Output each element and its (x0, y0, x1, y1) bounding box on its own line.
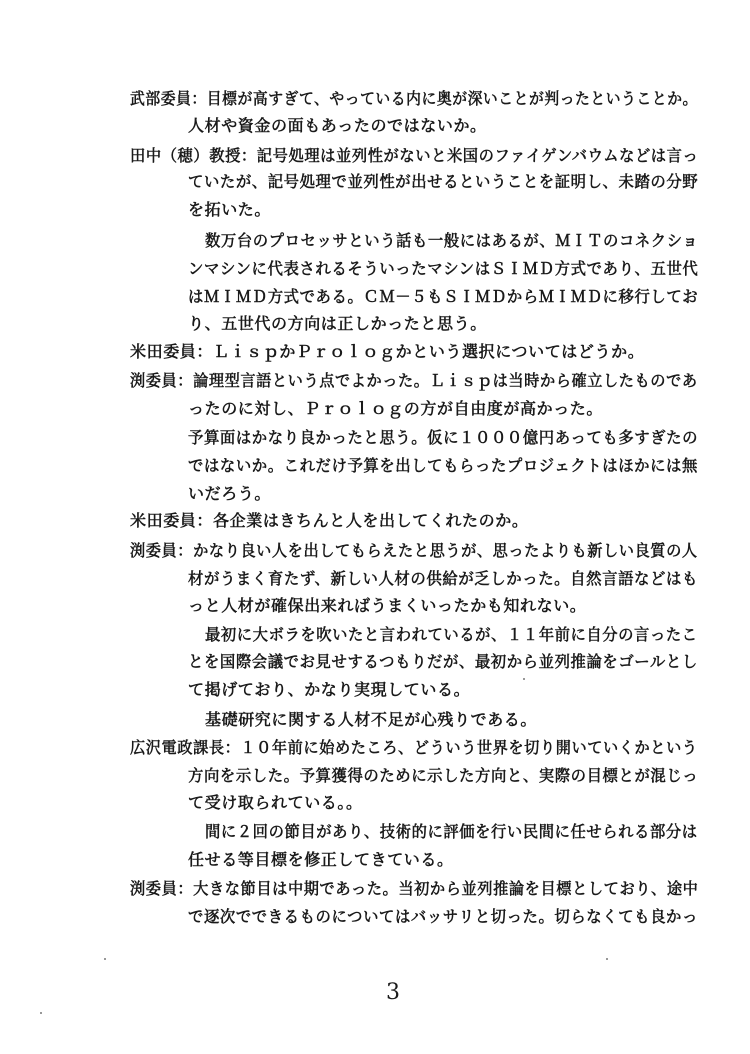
text-line (130, 511, 528, 533)
text-line (188, 456, 698, 478)
line-text: 各企業はきちんと人を出してくれたのか。 (213, 511, 529, 530)
scan-speck (523, 678, 525, 680)
line-text: っと人材が確保出来ればうまくいったかも知れない。 (188, 596, 587, 615)
text-line (188, 907, 698, 929)
text-line (130, 541, 698, 563)
text-line (205, 231, 698, 253)
text-line (130, 89, 698, 111)
speaker-label: 田中（穂）教授： (130, 146, 257, 165)
speaker-label: 武部委員： (130, 89, 207, 108)
line-text: ではないか。これだけ予算を出してもらったプロジェクトはほかには無 (188, 456, 698, 475)
line-text: はＭＩＭＤ方式である。ＣＭ－５もＳＩＭＤからＭＩＭＤに移行してお (188, 287, 699, 306)
text-line (188, 766, 698, 788)
line-text: ったのに対し、Ｐｒｏｌｏｇの方が自由度が高かった。 (188, 399, 604, 418)
speaker-label: 広沢電政課長： (130, 738, 241, 757)
line-text: 論理型言語という点でよかった。Ｌｉｓｐは当時から確立したものであ (193, 371, 698, 390)
text-line (130, 371, 698, 393)
line-text: ＬｉｓｐかＰｒｏｌｏｇかという選択についてはどうか。 (213, 342, 645, 361)
text-line (188, 314, 487, 336)
scan-speck (606, 958, 608, 960)
line-text: を拓いた。 (188, 200, 272, 219)
text-line (188, 172, 698, 194)
line-text: て受け取られている。。 (188, 793, 363, 812)
text-line (130, 738, 698, 760)
text-line (188, 680, 470, 702)
text-line (188, 259, 698, 281)
text-line (188, 793, 363, 815)
line-text: 記号処理は並列性がないと米国のファイゲンバウムなどは言っ (256, 146, 699, 165)
scan-speck (104, 958, 106, 960)
text-line (188, 116, 487, 138)
page-number: 3 (386, 980, 400, 1005)
line-text: り、五世代の方向は正しかったと思う。 (188, 314, 487, 333)
line-text: 任せる等目標を修正してきている。 (188, 850, 454, 869)
text-line (205, 822, 698, 844)
speaker-label: 渕委員： (130, 879, 194, 898)
text-line (205, 710, 537, 732)
line-text: とを国際会議でお見せするつもりだが、最初から並列推論をゴールとし (188, 652, 698, 671)
line-text: 目標が高すぎて、やっている内に奥が深いことが判ったということか。 (206, 89, 698, 108)
line-text: 予算面はかなり良かったと思う。仮に１０００億円あっても多すぎたの (188, 428, 699, 447)
text-line (130, 879, 698, 901)
text-line (188, 484, 271, 506)
speaker-label: 渕委員： (130, 371, 194, 390)
line-text: 人材や資金の面もあったのではないか。 (188, 116, 487, 135)
line-text: 材がうまく育たず、新しい人材の供給が乏しかった。自然言語などはも (188, 569, 698, 588)
text-line (130, 146, 698, 168)
text-line (188, 428, 698, 450)
speaker-label: 米田委員： (130, 342, 214, 361)
line-text: で逐次でできるものについてはバッサリと切った。切らなくても良かっ (188, 907, 698, 926)
line-text: 数万台のプロセッサという話も一般にはあるが、ＭＩＴのコネクショ (205, 231, 699, 250)
scan-speck (40, 1012, 42, 1014)
text-line (130, 342, 644, 364)
text-line (188, 569, 698, 591)
text-line (188, 596, 586, 618)
line-text: いだろう。 (188, 484, 272, 503)
text-line (188, 200, 271, 222)
text-line (188, 287, 698, 309)
line-text: 方向を示した。予算獲得のために示した方向と、実際の目標とが混じっ (188, 766, 699, 785)
line-text: ンマシンに代表されるそういったマシンはＳＩＭＤ方式であり、五世代 (188, 259, 699, 278)
line-text: 最初に大ボラを吹いたと言われているが、１１年前に自分の言ったこ (205, 625, 698, 644)
text-line (188, 399, 603, 421)
speaker-label: 米田委員： (130, 511, 214, 530)
line-text: かなり良い人を出してもらえたと思うが、思ったよりも新しい良質の人 (193, 541, 698, 560)
line-text: １０年前に始めたころ、どういう世界を切り開いていくかという (240, 738, 698, 757)
line-text: 大きな節目は中期であった。当初から並列推論を目標としており、途中 (193, 879, 699, 898)
line-text: ていたが、記号処理で並列性が出せるということを証明し、未踏の分野 (188, 172, 699, 191)
line-text: 間に２回の節目があり、技術的に評価を行い民間に任せられる部分は (205, 822, 698, 841)
speaker-label: 渕委員： (130, 541, 194, 560)
text-line (188, 652, 698, 674)
text-line (205, 625, 698, 647)
text-line (188, 850, 454, 872)
line-text: 基礎研究に関する人材不足が心残りである。 (205, 710, 538, 729)
line-text: て掲げており、かなり実現している。 (188, 680, 471, 699)
